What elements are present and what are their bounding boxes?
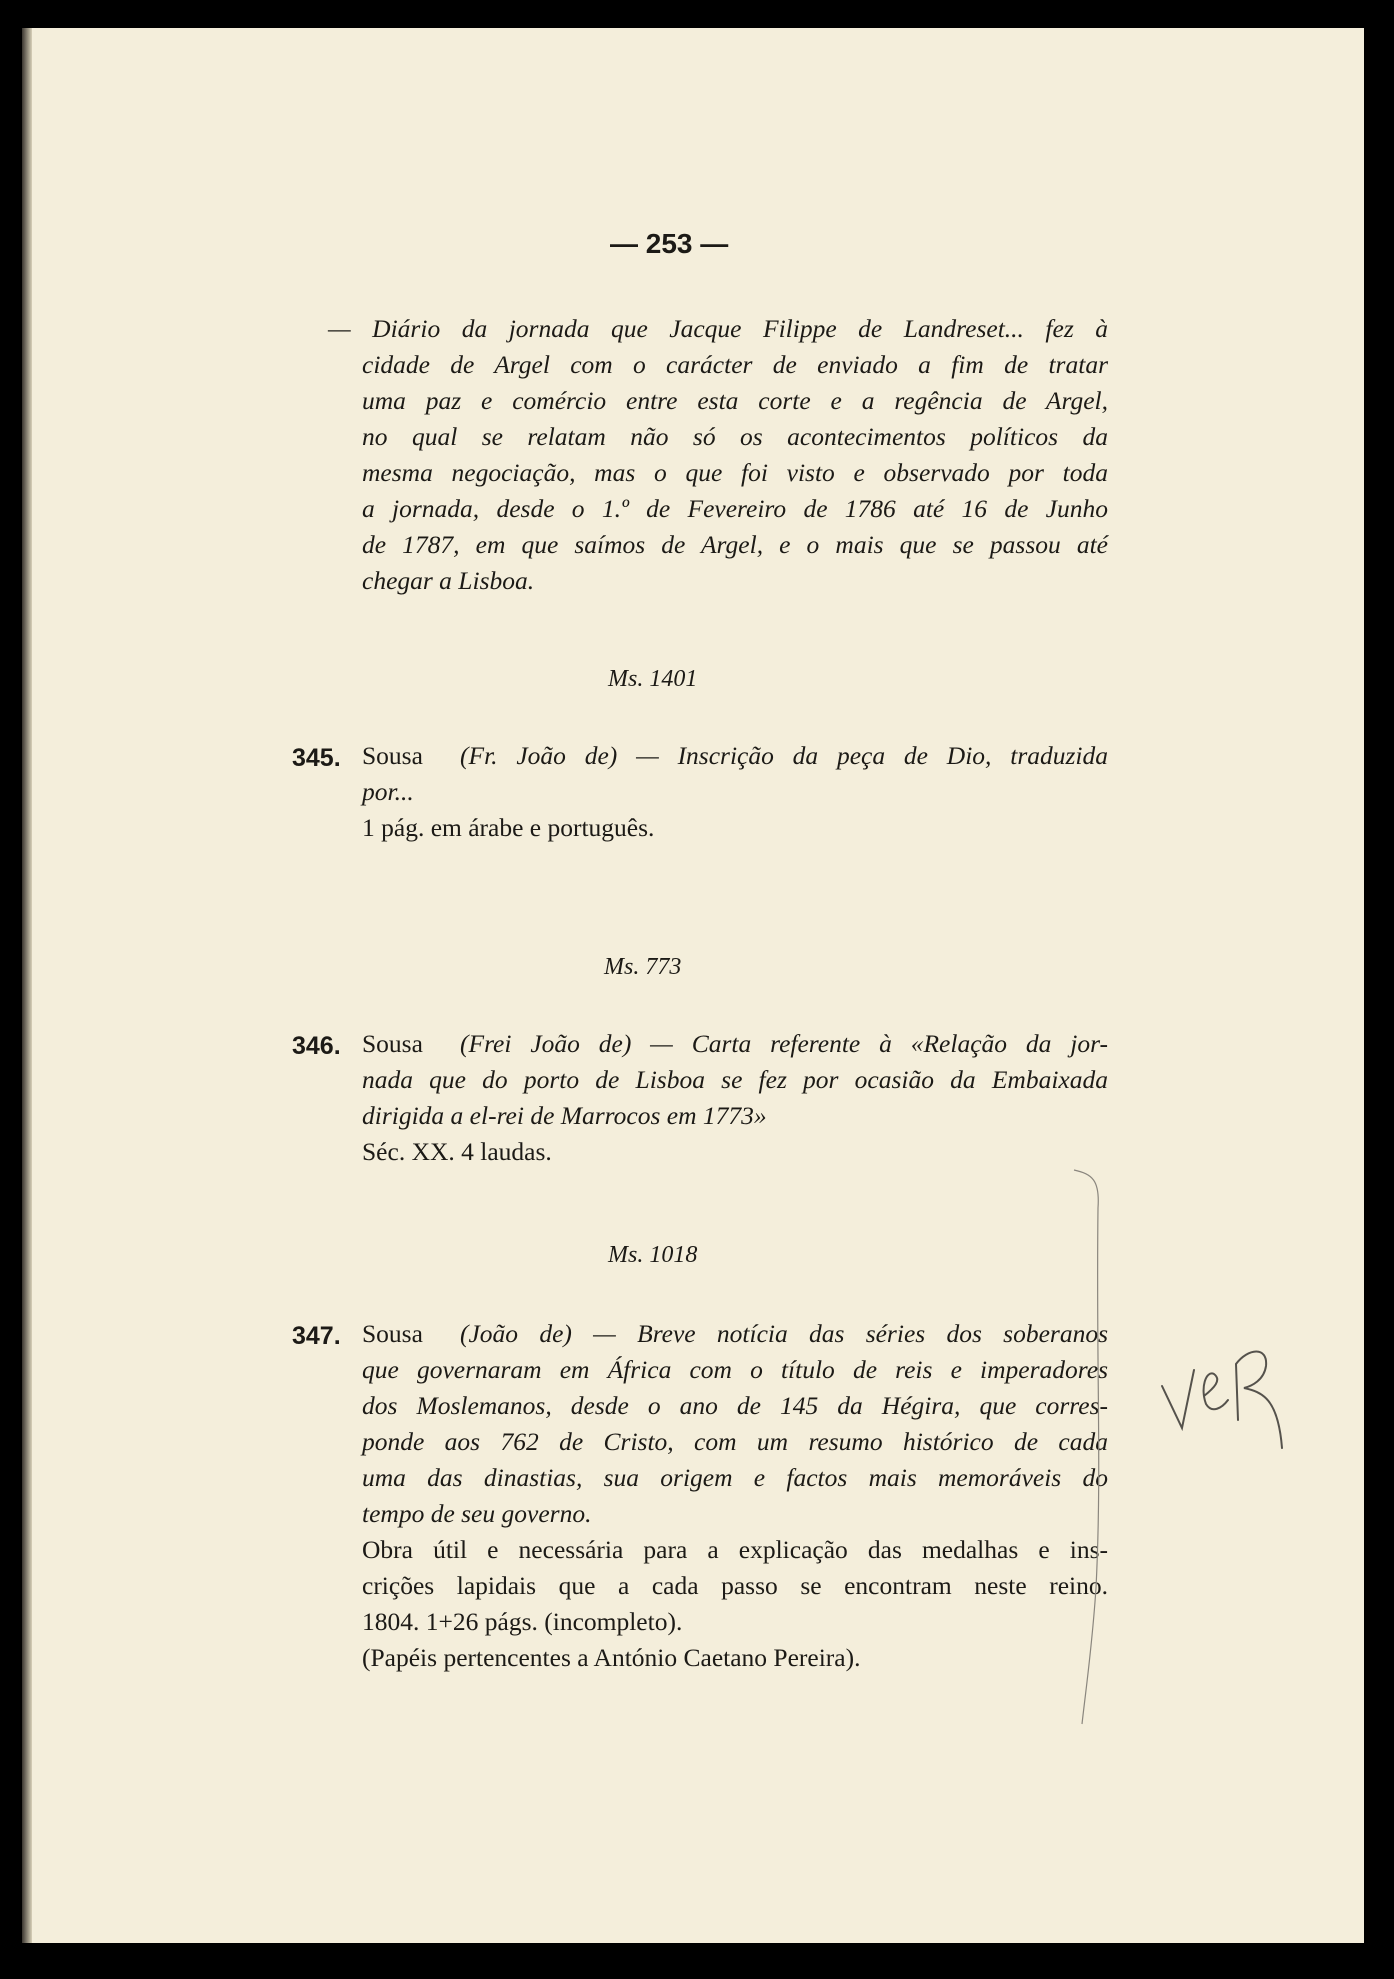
entry-title-line: que governaram em África com o título de reis e imperadores: [362, 1355, 1108, 1384]
intro-line: uma paz e comércio entre esta corte e a regência de Argel,: [362, 386, 1108, 415]
intro-line: no qual se relatam não só os acontecimentos políticos da: [362, 422, 1108, 451]
intro-line: mesma negociação, mas o que foi visto e observado por toda: [362, 458, 1108, 487]
entry-title-line: (Frei João de) — Carta referente à «Relação da jor-: [460, 1029, 1108, 1058]
entry-title-line: nada que do porto de Lisboa se fez por ocasião da Embaixada: [362, 1065, 1108, 1094]
handwritten-annotation: [1152, 1308, 1312, 1458]
entry-title-line: dirigida a el-rei de Marrocos em 1773»: [362, 1101, 767, 1130]
entry-note-line: 1 pág. em árabe e português.: [362, 813, 655, 842]
entry-title-line: uma das dinastias, sua origem e factos mais memoráveis do: [362, 1463, 1108, 1492]
entry-note-line: crições lapidais que a cada passo se encontram neste reino.: [362, 1571, 1108, 1600]
entry-author: Sousa: [362, 741, 423, 770]
manuscript-reference: Ms. 1018: [608, 1242, 698, 1268]
entry-title-line: ponde aos 762 de Cristo, com um resumo histórico de cada: [362, 1427, 1108, 1456]
intro-line: cidade de Argel com o carácter de enviado a fim de tratar: [362, 350, 1108, 379]
pencil-margin-line: [1062, 1168, 1122, 1728]
entry-number: 345.: [292, 744, 341, 772]
entry-title-line: (Fr. João de) — Inscrição da peça de Dio, traduzida: [460, 741, 1108, 770]
entry-author: Sousa: [362, 1319, 423, 1348]
entry-title-line: tempo de seu governo.: [362, 1499, 592, 1528]
entry-title-line: por...: [362, 777, 414, 806]
entry-note-line: (Papéis pertencentes a António Caetano Pereira).: [362, 1643, 861, 1672]
intro-line: a jornada, desde o 1.º de Fevereiro de 1786 até 16 de Junho: [362, 494, 1108, 523]
entry-number: 347.: [292, 1322, 341, 1350]
intro-line: de 1787, em que saímos de Argel, e o mais que se passou até: [362, 530, 1108, 559]
entry-number: 346.: [292, 1032, 341, 1060]
page-binding-edge: [22, 28, 32, 1943]
intro-line: — Diário da jornada que Jacque Filippe de Landreset... fez à: [328, 314, 1108, 343]
page-number: — 253 —: [610, 228, 729, 259]
entry-title-line: (João de) — Breve notícia das séries dos soberanos: [460, 1319, 1108, 1348]
entry-author: Sousa: [362, 1029, 423, 1058]
entry-note-line: 1804. 1+26 págs. (incompleto).: [362, 1607, 683, 1636]
manuscript-reference: Ms. 773: [604, 954, 682, 980]
entry-title-line: dos Moslemanos, desde o ano de 145 da Hégira, que corres-: [362, 1391, 1108, 1420]
document-page: [22, 28, 1364, 1943]
entry-note-line: Obra útil e necessária para a explicação das medalhas e ins-: [362, 1535, 1108, 1564]
intro-line: chegar a Lisboa.: [362, 566, 535, 595]
manuscript-reference: Ms. 1401: [608, 666, 698, 692]
entry-note-line: Séc. XX. 4 laudas.: [362, 1137, 552, 1166]
